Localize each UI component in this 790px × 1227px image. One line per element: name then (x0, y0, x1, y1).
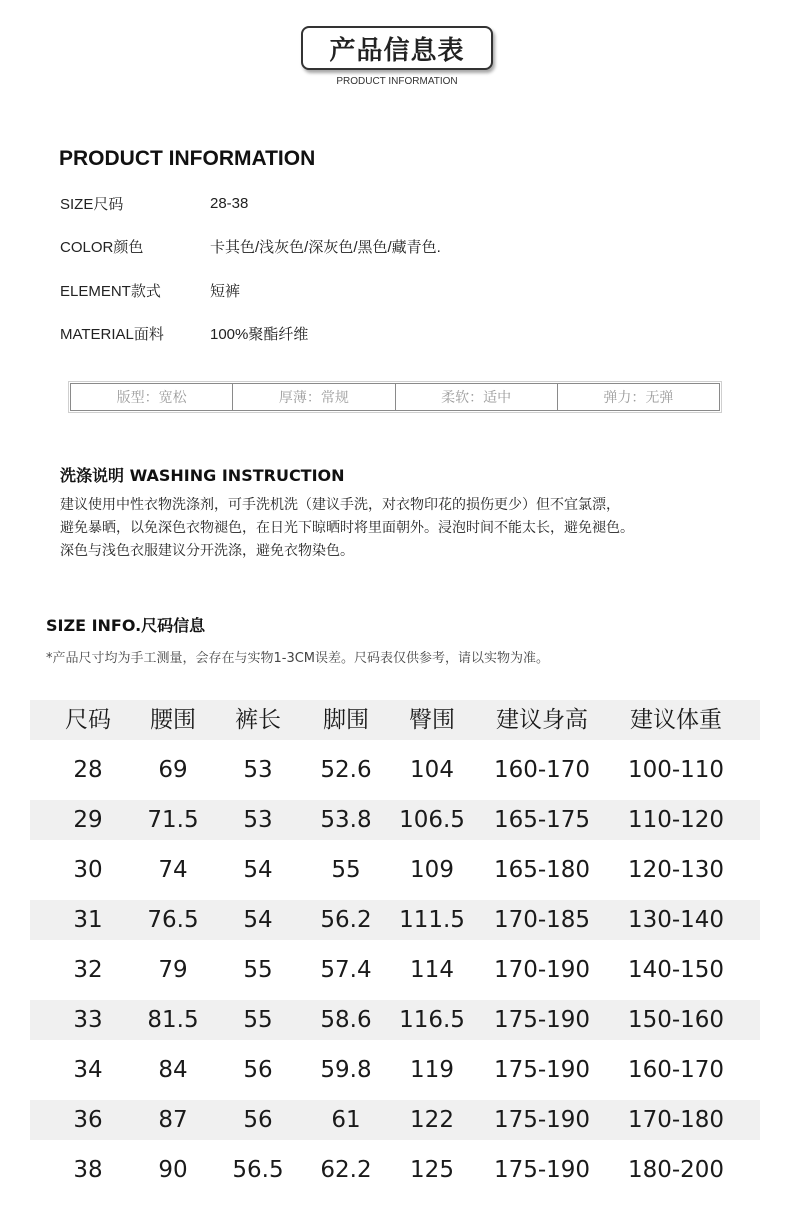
size-table-cell: 165-180 (493, 857, 591, 883)
washing-text (60, 494, 760, 563)
size-table-cell: 34 (73, 1057, 103, 1083)
info-value: 短裤 (210, 282, 241, 300)
page-title-badge (301, 26, 493, 70)
size-table-row (30, 750, 760, 790)
size-table-cell: 170-180 (627, 1107, 725, 1133)
washing-line: 建议使用中性衣物洗涤剂，可手洗机洗（建议手洗，对衣物印花的损伤更少）但不宜氯漂， (60, 497, 620, 513)
size-table-cell: 100-110 (627, 757, 725, 783)
size-table-cell: 106.5 (399, 807, 465, 833)
size-table-cell: 79 (158, 957, 188, 983)
size-table-cell: 84 (158, 1057, 188, 1083)
size-table-cell: 52.6 (320, 757, 372, 783)
size-table-cell: 54 (243, 857, 273, 883)
size-table-cell: 61 (331, 1107, 361, 1133)
size-table-row (30, 1000, 760, 1040)
size-table-cell: 28 (73, 757, 103, 783)
size-table-cell: 76.5 (147, 907, 199, 933)
size-table-cell: 114 (410, 957, 454, 983)
attribute-thickness: 厚薄：常规 (233, 384, 395, 410)
info-label: SIZE尺码 (60, 195, 124, 213)
attribute-table (70, 383, 720, 411)
size-table-cell: 53 (243, 757, 273, 783)
size-table-cell: 160-170 (493, 757, 591, 783)
size-table-cell: 69 (158, 757, 188, 783)
size-table-column-header: 建议体重 (630, 707, 722, 733)
info-value: 28-38 (210, 194, 249, 212)
size-table-cell: 81.5 (147, 1007, 199, 1033)
size-table-cell: 130-140 (627, 907, 725, 933)
size-table-cell: 33 (73, 1007, 103, 1033)
size-table-cell: 58.6 (320, 1007, 372, 1033)
size-table-cell: 56 (243, 1057, 273, 1083)
size-table-cell: 165-175 (493, 807, 591, 833)
size-table-cell: 160-170 (627, 1057, 725, 1083)
size-table-cell: 32 (73, 957, 103, 983)
size-table-cell: 116.5 (399, 1007, 465, 1033)
size-table-cell: 109 (410, 857, 454, 883)
info-label: MATERIAL面料 (60, 325, 164, 343)
page-subtitle: PRODUCT INFORMATION (336, 76, 458, 87)
size-table-cell: 55 (331, 857, 361, 883)
size-table-cell: 119 (410, 1057, 454, 1083)
size-table-cell: 59.8 (320, 1057, 372, 1083)
size-table-cell: 180-200 (627, 1157, 725, 1183)
size-table-cell: 140-150 (627, 957, 725, 983)
size-table-cell: 104 (410, 757, 454, 783)
info-value: 卡其色/浅灰色/深灰色/黑色/藏青色. (210, 238, 441, 256)
size-table-cell: 31 (73, 907, 103, 933)
size-table-cell: 125 (410, 1157, 454, 1183)
size-table-cell: 150-160 (627, 1007, 725, 1033)
size-table-row (30, 1150, 760, 1190)
size-table-cell: 110-120 (627, 807, 725, 833)
size-table-cell: 90 (158, 1157, 188, 1183)
size-table-cell: 53 (243, 807, 273, 833)
info-value: 100%聚酯纤维 (210, 325, 309, 343)
info-label: ELEMENT款式 (60, 282, 161, 300)
size-table-column-header: 腰围 (150, 707, 196, 733)
attribute-fit: 版型：宽松 (71, 384, 233, 410)
size-table-cell: 175-190 (493, 1057, 591, 1083)
page-title: 产品信息表 (329, 35, 465, 66)
size-table-column-header: 裤长 (235, 707, 281, 733)
info-row-element (60, 278, 240, 302)
size-table-cell: 87 (158, 1107, 188, 1133)
size-info-heading: SIZE INFO.尺码信息 (46, 616, 206, 635)
size-table-row (30, 950, 760, 990)
size-table-cell: 122 (410, 1107, 454, 1133)
size-table-column-header: 尺码 (65, 707, 111, 733)
size-info-note: *产品尺寸均为手工测量，会存在与实物1-3CM误差。尺码表仅供参考，请以实物为准。 (46, 651, 550, 666)
size-table-cell: 36 (73, 1107, 103, 1133)
size-table-cell: 30 (73, 857, 103, 883)
size-table-cell: 120-130 (627, 857, 725, 883)
size-table-cell: 175-190 (493, 1107, 591, 1133)
size-table-row (30, 800, 760, 840)
washing-heading: 洗涤说明 WASHING INSTRUCTION (60, 466, 345, 485)
size-table-cell: 175-190 (493, 1157, 591, 1183)
product-info-heading: PRODUCT INFORMATION (59, 147, 316, 170)
washing-line: 深色与浅色衣服建议分开洗涤，避免衣物染色。 (60, 543, 354, 559)
size-table-cell: 74 (158, 857, 188, 883)
size-table-cell: 111.5 (399, 907, 465, 933)
size-table-cell: 170-190 (493, 957, 591, 983)
size-table-cell: 62.2 (320, 1157, 372, 1183)
size-table-column-header: 脚围 (323, 707, 369, 733)
size-table-cell: 54 (243, 907, 273, 933)
size-table-column-header: 臀围 (409, 707, 455, 733)
size-table-row (30, 900, 760, 940)
size-table-cell: 38 (73, 1157, 103, 1183)
size-table-cell: 56 (243, 1107, 273, 1133)
attribute-elasticity: 弹力：无弹 (603, 390, 674, 406)
washing-line: 避免暴晒，以免深色衣物褪色，在日光下晾晒时将里面朝外。浸泡时间不能太长，避免褪色。 (60, 520, 634, 536)
size-table-cell: 55 (243, 1007, 273, 1033)
info-label: COLOR颜色 (60, 238, 144, 256)
info-row-color (60, 234, 441, 258)
size-table-row (30, 1100, 760, 1140)
size-table-cell: 170-185 (493, 907, 591, 933)
size-table-cell: 56.5 (232, 1157, 284, 1183)
size-table-cell: 53.8 (320, 807, 372, 833)
size-table-cell: 56.2 (320, 907, 372, 933)
attribute-softness: 柔软：适中 (396, 384, 558, 410)
size-table-cell: 29 (73, 807, 103, 833)
size-table-row (30, 850, 760, 890)
size-table-cell: 175-190 (493, 1007, 591, 1033)
size-table-header (30, 700, 760, 740)
size-table-cell: 71.5 (147, 807, 199, 833)
size-table-row (30, 1050, 760, 1090)
size-table-cell: 55 (243, 957, 273, 983)
info-row-size (60, 191, 248, 215)
info-row-material (60, 321, 308, 345)
size-table-column-header: 建议身高 (496, 707, 588, 733)
size-table-cell: 57.4 (320, 957, 372, 983)
